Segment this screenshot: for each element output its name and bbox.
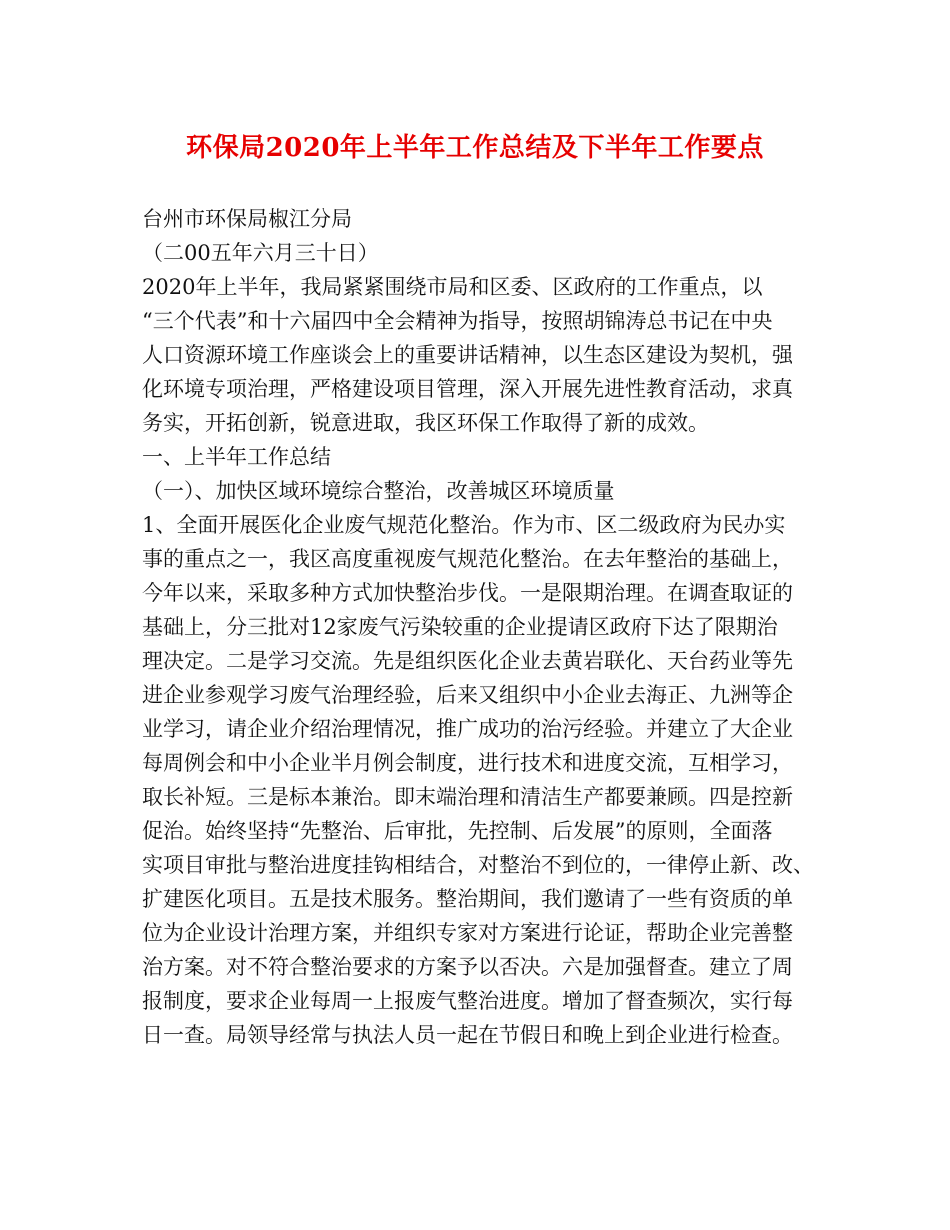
paragraph-line: 取长补短。三是标本兼治。即末端治理和清洁生产都要兼顾。四是控新: [142, 785, 793, 809]
date-line: （二00五年六月三十日）: [142, 241, 379, 265]
paragraph-line: 人口资源环境工作座谈会上的重要讲话精神，以生态区建设为契机，强: [142, 343, 793, 367]
paragraph-line: 报制度，要求企业每周一上报废气整治进度。增加了督查频次，实行每: [142, 989, 793, 1013]
paragraph-line: 位为企业设计治理方案，并组织专家对方案进行论证，帮助企业完善整: [142, 921, 793, 945]
paragraph-line: “三个代表”和十六届四中全会精神为指导，按照胡锦涛总书记在中央: [142, 309, 773, 333]
paragraph-line: 1、全面开展医化企业废气规范化整治。作为市、区二级政府为民办实: [142, 513, 786, 537]
issuer-line: 台州市环保局椒江分局: [142, 207, 352, 231]
paragraph-line: 每周例会和中小企业半月例会制度，进行技术和进度交流，互相学习，: [142, 751, 793, 775]
paragraph-line: 实项目审批与整治进度挂钩相结合，对整治不到位的，一律停止新、改、: [142, 853, 814, 877]
paragraph-line: 今年以来，采取多种方式加快整治步伐。一是限期治理。在调查取证的: [142, 581, 793, 605]
document-title: 环保局2020年上半年工作总结及下半年工作要点: [186, 133, 764, 163]
section-heading: 一、上半年工作总结: [142, 445, 331, 469]
paragraph-line: 治方案。对不符合整治要求的方案予以否决。六是加强督查。建立了周: [142, 955, 793, 979]
paragraph-line: 业学习，请企业介绍治理情况，推广成功的治污经验。并建立了大企业: [142, 717, 793, 741]
paragraph-line: 事的重点之一，我区高度重视废气规范化整治。在去年整治的基础上，: [142, 547, 793, 571]
paragraph-line: 化环境专项治理，严格建设项目管理，深入开展先进性教育活动，求真: [142, 377, 793, 401]
paragraph-line: 基础上，分三批对12家废气污染较重的企业提请区政府下达了限期治: [142, 615, 778, 639]
paragraph-line: 理决定。二是学习交流。先是组织医化企业去黄岩联化、天台药业等先: [142, 649, 793, 673]
paragraph-line: 务实，开拓创新，锐意进取，我区环保工作取得了新的成效。: [142, 411, 709, 435]
paragraph-line: 扩建医化项目。五是技术服务。整治期间，我们邀请了一些有资质的单: [142, 887, 793, 911]
paragraph-line: 促治。始终坚持“先整治、后审批，先控制、后发展”的原则，全面落: [142, 819, 773, 843]
paragraph-line: 2020年上半年，我局紧紧围绕市局和区委、区政府的工作重点，以: [142, 275, 763, 299]
paragraph-line: 进企业参观学习废气治理经验，后来又组织中小企业去海正、九洲等企: [142, 683, 793, 707]
paragraph-line: 日一查。局领导经常与执法人员一起在节假日和晚上到企业进行检查。: [142, 1023, 793, 1047]
subsection-heading: （一）、加快区域环境综合整治，改善城区环境质量: [142, 479, 615, 503]
